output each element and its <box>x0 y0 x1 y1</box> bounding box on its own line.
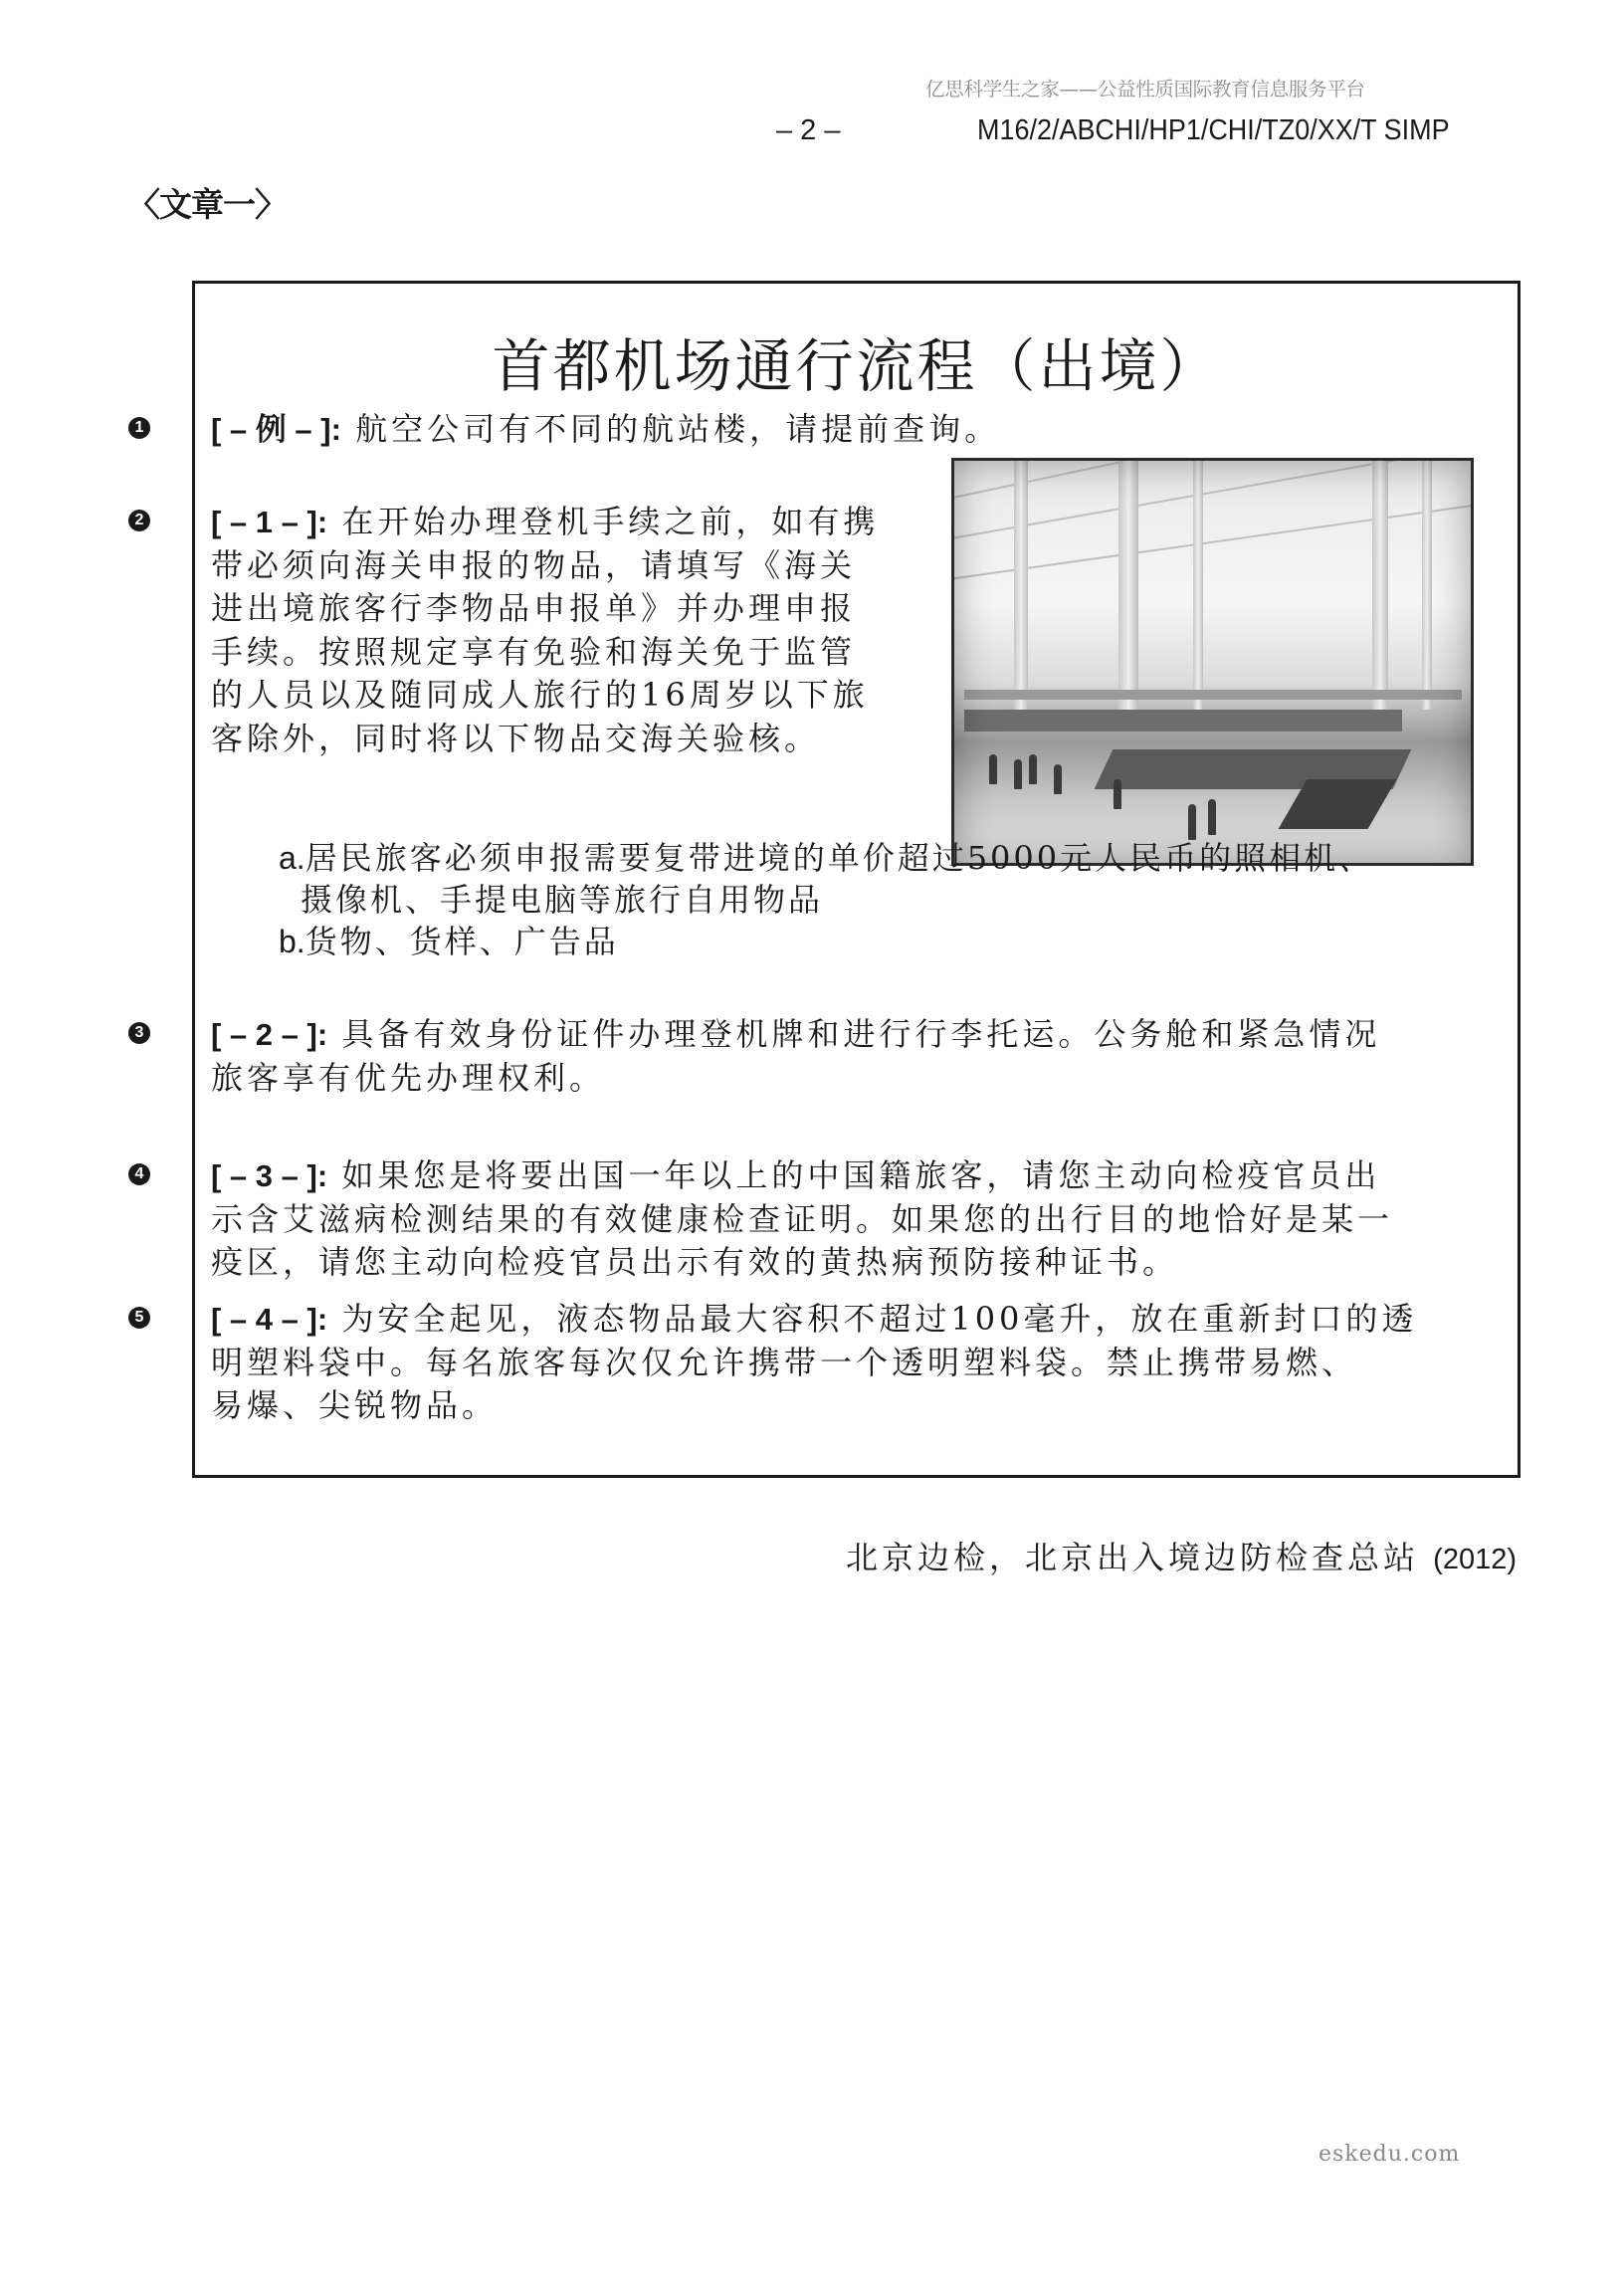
paragraph-line <box>211 501 879 544</box>
paragraph-label: [ – 例 – ]: <box>211 412 341 447</box>
paragraph-label: [ – 4 – ]: <box>211 1302 328 1337</box>
paragraph-line: 的人员以及随同成人旅行的16周岁以下旅 <box>211 676 869 714</box>
paragraph-line: 带必须向海关申报的物品，请填写《海关 <box>211 545 857 584</box>
paper-code: M16/2/ABCHI/HP1/CHI/TZ0/XX/T SIMP <box>977 114 1450 146</box>
paragraph-text: 航空公司有不同的航站楼，请提前查询。 <box>355 410 1001 448</box>
paragraph-line: [ – 3 – ]: 如果您是将要出国一年以上的中国籍旅客，请您主动向检疫官员出 <box>211 1156 1381 1194</box>
paragraph-line: 易爆、尖锐物品。 <box>211 1386 499 1424</box>
list-item-a: a.居民旅客必须申报需要复带进境的单价超过5000元人民币的照相机、 <box>279 839 1374 877</box>
paragraph-label: [ – 2 – ]: <box>211 1017 328 1052</box>
list-item-a-continued: 摄像机、手提电脑等旅行自用物品 <box>301 881 824 919</box>
airport-photo <box>951 458 1474 866</box>
paragraph-line: 明塑料袋中。每名旅客每次仅允许携带一个透明塑料袋。禁止携带易燃、 <box>211 1343 1358 1381</box>
paragraph-3 <box>211 1154 1393 1285</box>
paragraph-line: 疫区，请您主动向检疫官员出示有效的黄热病预防接种证书。 <box>211 1243 1179 1281</box>
paragraph-line: [ – 4 – ]: 为安全起见，液态物品最大容积不超过100毫升，放在重新封口的透 <box>211 1300 1418 1338</box>
paragraph-line: [ – 2 – ]: 具备有效身份证件办理登机牌和进行行李托运。公务舱和紧急情况 <box>211 1015 1381 1053</box>
list-item-b: b.货物、货样、广告品 <box>279 923 619 960</box>
paragraph-line: 客除外，同时将以下物品交海关验核。 <box>211 719 821 757</box>
paragraph-marker-4: 4 <box>128 1163 150 1185</box>
paragraph-line: 手续。按照规定享有免验和海关免于监管 <box>211 632 857 671</box>
paragraph-4 <box>211 1298 1417 1428</box>
page-number: – 2 – <box>776 114 841 146</box>
paragraph-line: 进出境旅客行李物品申报单》并办理申报 <box>211 589 857 627</box>
paragraph-line: 示含艾滋病检测结果的有效健康检查证明。如果您的出行目的地恰好是某一 <box>211 1199 1394 1238</box>
declaration-list <box>279 837 1373 962</box>
paragraph-text: 在开始办理登机手续之前，如有携 <box>341 503 880 540</box>
paragraph-marker-2: 2 <box>128 510 150 531</box>
document-box <box>192 281 1521 1478</box>
watermark-text: 亿思科学生之家——公益性质国际教育信息服务平台 <box>925 78 1365 101</box>
source-year: (2012) <box>1433 1544 1517 1575</box>
paragraph-line <box>211 408 1000 452</box>
paragraph-example <box>211 408 1000 452</box>
paragraph-marker-5: 5 <box>128 1307 150 1329</box>
section-title: 〈文章一〉 <box>127 185 287 224</box>
source-text: 北京边检，北京出入境边防检查总站 <box>845 1539 1419 1576</box>
paragraph-label: [ – 1 – ]: <box>211 505 328 539</box>
paragraph-marker-1: 1 <box>128 417 150 439</box>
paragraph-label: [ – 3 – ]: <box>211 1158 328 1193</box>
paragraph-marker-3: 3 <box>128 1022 150 1044</box>
paragraph-2 <box>211 1013 1380 1100</box>
paragraph-1 <box>211 501 879 760</box>
paragraph-line: 旅客享有优先办理权利。 <box>211 1058 606 1097</box>
source-attribution <box>846 1533 1517 1578</box>
document-title: 首都机场通行流程（出境） <box>492 332 1221 400</box>
footer-site: eskedu.com <box>1319 2142 1461 2167</box>
